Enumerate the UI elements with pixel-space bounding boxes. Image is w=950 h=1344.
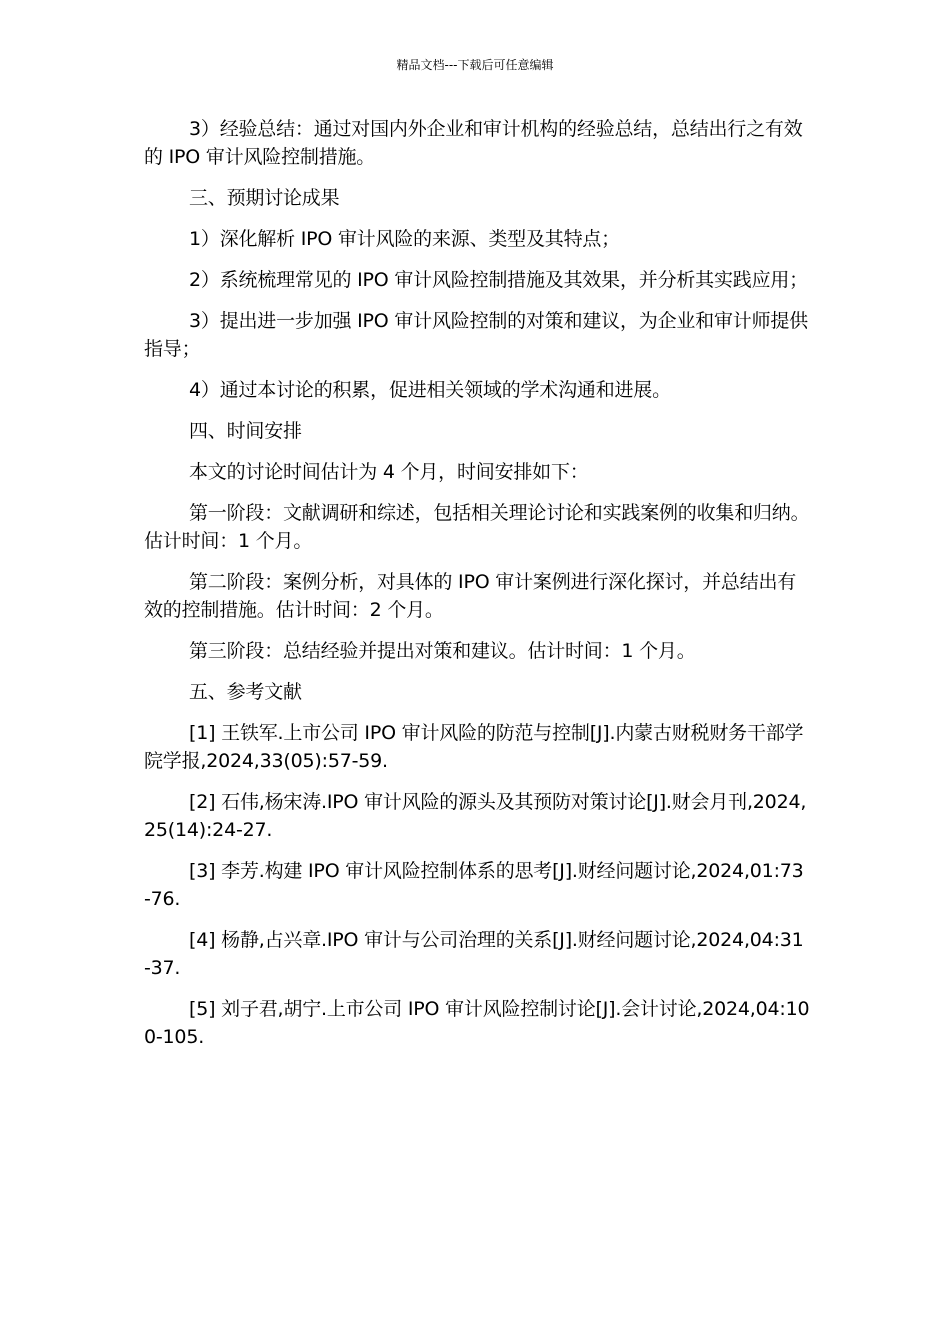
paragraph-result-4: 4）通过本讨论的积累，促进相关领域的学术沟通和进展。 <box>189 379 671 401</box>
paragraph-stage-3: 第三阶段：总结经验并提出对策和建议。估计时间：1 个月。 <box>189 640 696 662</box>
paragraph-schedule-intro: 本文的讨论时间估计为 4 个月，时间安排如下： <box>189 461 589 483</box>
section-heading-schedule: 四、时间安排 <box>189 420 302 442</box>
reference-item-1: [1] 王铁军.上市公司 IPO 审计风险的防范与控制[J].内蒙古财税财务干部学院学报,2024,33(05):57-59. <box>144 722 804 772</box>
section-heading-expected-results: 三、预期讨论成果 <box>189 187 340 209</box>
paragraph-result-1: 1）深化解析 IPO 审计风险的来源、类型及其特点； <box>189 228 620 250</box>
paragraph-experience-summary: 3）经验总结：通过对国内外企业和审计机构的经验总结，总结出行之有效的 IPO 审计风险控制措施。 <box>144 118 803 168</box>
section-heading-references: 五、参考文献 <box>189 681 302 703</box>
reference-item-3: [3] 李芳.构建 IPO 审计风险控制体系的思考[J].财经问题讨论,2024,01:73-76. <box>144 860 804 910</box>
paragraph-stage-1: 第一阶段：文献调研和综述，包括相关理论讨论和实践案例的收集和归纳。估计时间：1 个月。 <box>144 502 810 552</box>
paragraph-result-2: 2）系统梳理常见的 IPO 审计风险控制措施及其效果，并分析其实践应用； <box>189 269 808 291</box>
paragraph-stage-2: 第二阶段：案例分析，对具体的 IPO 审计案例进行深化探讨，并总结出有效的控制措施。估计时间：2 个月。 <box>144 571 797 621</box>
reference-item-4: [4] 杨静,占兴章.IPO 审计与公司治理的关系[J].财经问题讨论,2024,04:31-37. <box>144 929 804 979</box>
page-header-watermark: 精品文档---下载后可任意编辑 <box>396 58 554 72</box>
paragraph-result-3: 3）提出进一步加强 IPO 审计风险控制的对策和建议，为企业和审计师提供指导； <box>144 310 808 360</box>
reference-item-5: [5] 刘子君,胡宁.上市公司 IPO 审计风险控制讨论[J].会计讨论,2024,04:100-105. <box>144 998 810 1048</box>
document-body <box>144 115 810 1064</box>
reference-item-2: [2] 石伟,杨宋涛.IPO 审计风险的源头及其预防对策讨论[J].财会月刊,2024,25(14):24-27. <box>144 791 807 841</box>
